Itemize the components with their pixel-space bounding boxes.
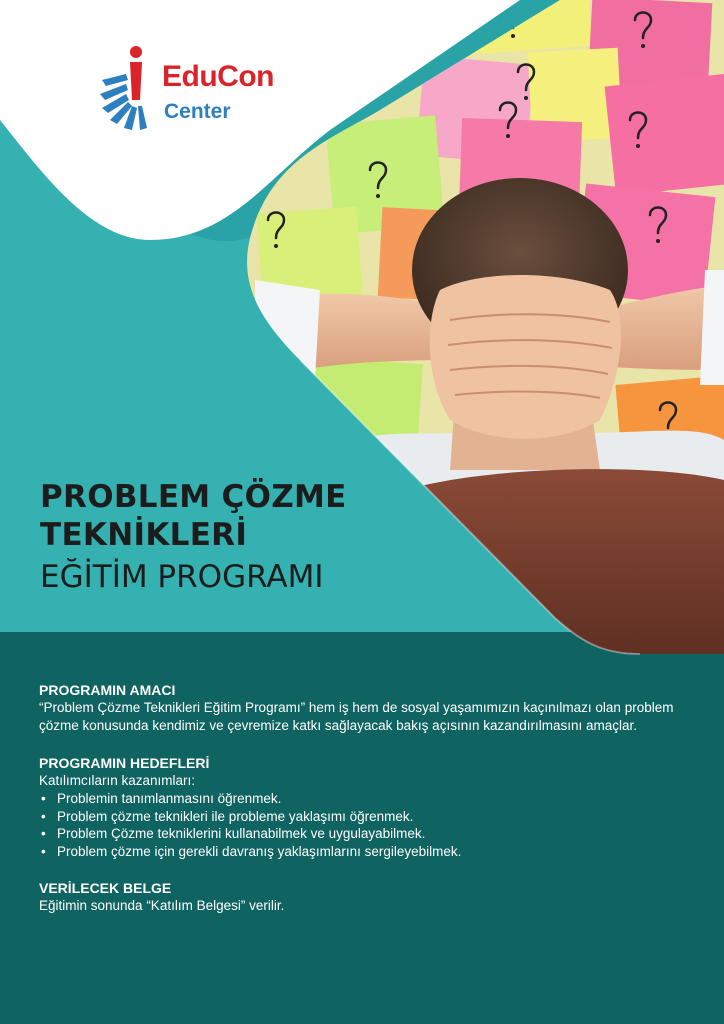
list-item: • Problemin tanımlanmasını öğrenmek. bbox=[39, 790, 689, 808]
list-item: • Problem Çözme tekniklerini kullanabilmek ve uygulayabilmek. bbox=[39, 825, 689, 843]
list-item: • Problem çözme için gerekli davranış yaklaşımlarını sergileyebilmek. bbox=[39, 843, 689, 861]
list-item: • Problem çözme teknikleri ile probleme yaklaşımı öğrenmek. bbox=[39, 808, 689, 826]
purpose-title: PROGRAMIN AMACI bbox=[39, 682, 176, 698]
headline bbox=[40, 478, 460, 598]
section-certificate bbox=[39, 879, 689, 915]
certificate-text: Eğitimin sonunda “Katılım Belgesi” verilir. bbox=[39, 898, 285, 913]
section-goals bbox=[39, 754, 689, 860]
title-line-1: PROBLEM ÇÖZME bbox=[40, 479, 347, 515]
title-line-3: EĞİTİM PROGRAMI bbox=[40, 559, 324, 595]
certificate-title: VERİLECEK BELGE bbox=[39, 880, 172, 896]
educon-logo bbox=[96, 44, 296, 144]
goals-title: PROGRAMIN HEDEFLERİ bbox=[39, 755, 210, 771]
purpose-text: “Problem Çözme Teknikleri Eğitim Programı” hem iş hem de sosyal yaşamımızın kaçınılmazı olan problem çözme konusunda kendimiz ve çevremize katkı sağlayacak bakış açısının kazandırılmasını amaçlar. bbox=[39, 700, 674, 733]
goals-list bbox=[39, 790, 689, 860]
logo-subtitle: Center bbox=[164, 100, 231, 123]
logo-mark-icon bbox=[96, 44, 160, 140]
goals-intro: Katılımcıların kazanımları: bbox=[39, 773, 196, 788]
title-line-2: TEKNİKLERİ bbox=[40, 517, 248, 553]
program-details bbox=[39, 681, 689, 934]
section-purpose bbox=[39, 681, 689, 735]
logo-name: EduCon bbox=[162, 60, 274, 93]
